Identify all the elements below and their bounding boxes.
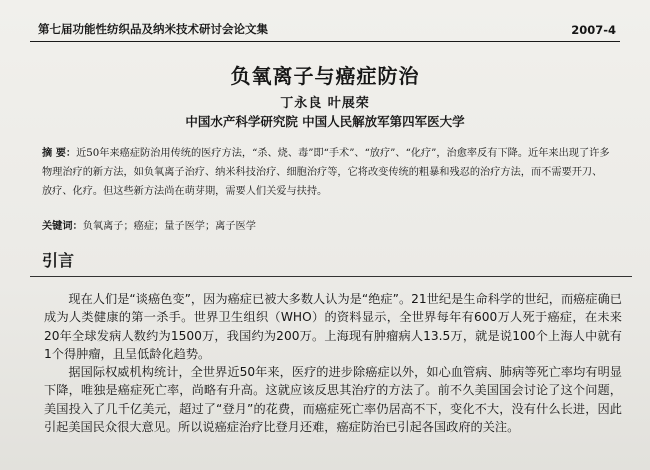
article-title: 负氧离子与癌症防治 [230, 64, 420, 88]
body-paragraph: 据国际权威机构统计，全世界近50年来，医疗的进步除癌症以外，如心血管病、肺病等死亡率均有明显下降，唯独是癌症死亡率，尚略有升高。这就应该反思其治疗的方法了。前不久美国国会讨论了这个问题，美国投入了几千亿美元，超过了“登月”的花费，而癌症死亡率仍居高不下，变化不大，没有什么长进，因此引起美国民众很大意见。所以说癌症治疗比登月还难，癌症防治已引起各国政府的关注。 [44, 365, 622, 435]
abstract [42, 144, 610, 201]
running-header [38, 19, 616, 37]
keywords-text: 负氧离子；癌症；量子医学；离子医学 [82, 221, 256, 232]
article-affiliations: 中国水产科学研究院 中国人民解放军第四军医大学 [185, 114, 465, 129]
abstract-label: 摘 要： [42, 147, 77, 159]
issue-date: 2007-4 [571, 23, 616, 37]
keywords [42, 217, 610, 236]
section-rule [30, 276, 632, 277]
section-heading: 引言 [42, 251, 75, 270]
abstract-text: 近50年来癌症防治用传统的医疗方法，“杀、烧、毒”即“手术”、“放疗”、“化疗”，治愈率反有下降。近年来出现了许多物理治疗的新方法，如负氧离子治疗、纳米科技治疗、细胞治疗等，它将改变传统的粗暴和残忍的治疗方法，而不需要开刀、放疗、化疗。但这些新方法尚在萌芽期，需要人们关爱与扶持。 [42, 148, 610, 197]
body-text [44, 290, 622, 436]
article-authors: 丁永良 叶展荣 [280, 96, 370, 111]
header-rule [30, 41, 620, 42]
keywords-label: 关键词： [42, 220, 83, 232]
body-paragraph: 现在人们是“谈癌色变”，因为癌症已被大多数人认为是“绝症”。21世纪是生命科学的世纪，而癌症确已成为人类健康的第一杀手。世界卫生组织（WHO）的资料显示，全世界每年有600万人死于癌症，在未来20年全球发病人数约为1500万，我国约为200万。上海现有肿瘤病人13.5万，就是说100个上海人中就有1个得肿瘤，且呈低龄化趋势。 [44, 292, 622, 361]
conference-title: 第七届功能性纺织品及纳米技术研讨会论文集 [38, 22, 268, 36]
